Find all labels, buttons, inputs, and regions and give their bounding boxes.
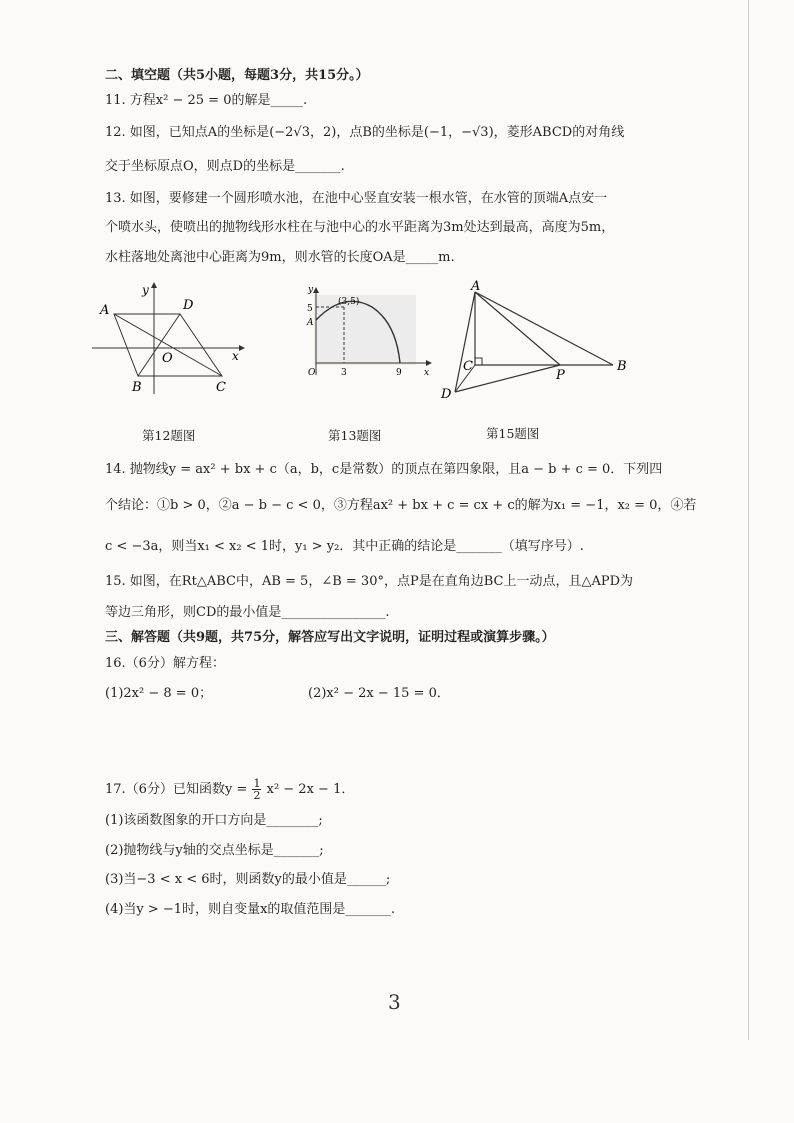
question-14-line3: c < −3a，则当x₁ < x₂ < 1时，y₁ > y₂．其中正确的结论是_______（填写序号）. bbox=[105, 539, 584, 554]
fig15-label-B: B bbox=[617, 359, 627, 374]
fig13-label-9: 9 bbox=[396, 368, 402, 378]
figure-15-triangle bbox=[435, 280, 635, 405]
fig13-peak-label: (3,5) bbox=[338, 297, 360, 307]
question-14-line1: 14. 抛物线y = ax² + bx + c（a，b，c是常数）的顶点在第四象限，且a − b + c = 0．下列四 bbox=[105, 462, 663, 477]
q17-title-prefix: 17.（6分）已知函数y = bbox=[105, 782, 248, 797]
figure-12-caption: 第12题图 bbox=[142, 428, 196, 443]
fig12-label-A: A bbox=[100, 303, 110, 318]
question-16-part2: (2)x² − 2x − 15 = 0． bbox=[308, 686, 450, 701]
section3-heading: 三、解答题（共9题，共75分，解答应写出文字说明，证明过程或演算步骤。） bbox=[105, 630, 555, 645]
question-13-line1: 13. 如图，要修建一个圆形喷水池，在池中心竖直安装一根水管，在水管的顶端A点安一 bbox=[105, 191, 608, 206]
question-17-sub1: (1)该函数图象的开口方向是________; bbox=[105, 813, 323, 828]
fig12-label-C: C bbox=[216, 380, 226, 395]
fig13-label-A: A bbox=[307, 318, 314, 328]
question-11: 11. 方程x² − 25 = 0的解是_____. bbox=[105, 93, 308, 108]
figure-13-parabola bbox=[300, 283, 440, 383]
question-13-line2: 个喷水头，使喷出的抛物线形水柱在与池中心的水平距离为3m处达到最高，高度为5m， bbox=[105, 220, 615, 235]
q17-frac-numerator: 1 bbox=[253, 777, 261, 790]
fig15-label-A: A bbox=[471, 280, 481, 294]
figure-15-caption: 第15题图 bbox=[486, 426, 540, 441]
question-12-line2: 交于坐标原点O，则点D的坐标是_______. bbox=[105, 159, 345, 174]
question-14-line2: 个结论：①b > 0，②a − b − c < 0，③方程ax² + bx + c = cx + c的解为x₁ = −1，x₂ = 0，④若 bbox=[105, 498, 697, 513]
question-13-line3: 水柱落地处离池中心距离为9m，则水管的长度OA是_____m. bbox=[105, 250, 455, 265]
question-16-part1: (1)2x² − 8 = 0； bbox=[105, 686, 213, 701]
question-17-title bbox=[105, 778, 354, 801]
q17-title-suffix: x² − 2x − 1． bbox=[266, 782, 355, 797]
question-17-sub3: (3)当−3 < x < 6时，则函数y的最小值是______; bbox=[105, 872, 391, 887]
question-16-title: 16.（6分）解方程： bbox=[105, 656, 225, 671]
question-17-sub4: (4)当y > −1时，则自变量x的取值范围是_______. bbox=[105, 902, 396, 917]
question-12-line1: 12. 如图，已知点A的坐标是(−2√3，2)，点B的坐标是(−1，−√3)，菱形ABCD的对角线 bbox=[105, 125, 625, 140]
q17-fraction bbox=[252, 778, 261, 801]
page-number: 3 bbox=[388, 990, 401, 1014]
section2-heading: 二、填空题（共5小题，每题3分，共15分。） bbox=[105, 68, 369, 83]
question-15-line2: 等边三角形，则CD的最小值是________________. bbox=[105, 605, 390, 620]
fig12-label-y: y bbox=[142, 283, 149, 297]
figure-12-rhombus bbox=[92, 282, 252, 400]
fig13-label-3: 3 bbox=[341, 368, 347, 378]
fig12-label-x: x bbox=[232, 349, 239, 363]
fig13-label-y: y bbox=[308, 285, 314, 295]
fig15-label-D: D bbox=[441, 387, 452, 402]
fig13-label-x: x bbox=[424, 368, 430, 378]
fig12-label-B: B bbox=[132, 380, 142, 395]
question-17-sub2: (2)抛物线与y轴的交点坐标是_______; bbox=[105, 843, 324, 858]
figure-13-caption: 第13题图 bbox=[328, 428, 382, 443]
q17-frac-denominator: 2 bbox=[253, 789, 261, 802]
page-edge-line bbox=[748, 0, 749, 1040]
fig12-label-D: D bbox=[183, 298, 194, 313]
question-15-line1: 15. 如图，在Rt△ABC中，AB = 5，∠B = 30°，点P是在直角边BC上一动点，且△APD为 bbox=[105, 574, 634, 589]
fig13-label-O: O bbox=[308, 368, 316, 378]
fig15-label-P: P bbox=[556, 368, 565, 383]
fig13-label-5: 5 bbox=[307, 304, 313, 314]
fig15-label-C: C bbox=[463, 359, 473, 374]
fig12-label-O: O bbox=[162, 351, 173, 366]
